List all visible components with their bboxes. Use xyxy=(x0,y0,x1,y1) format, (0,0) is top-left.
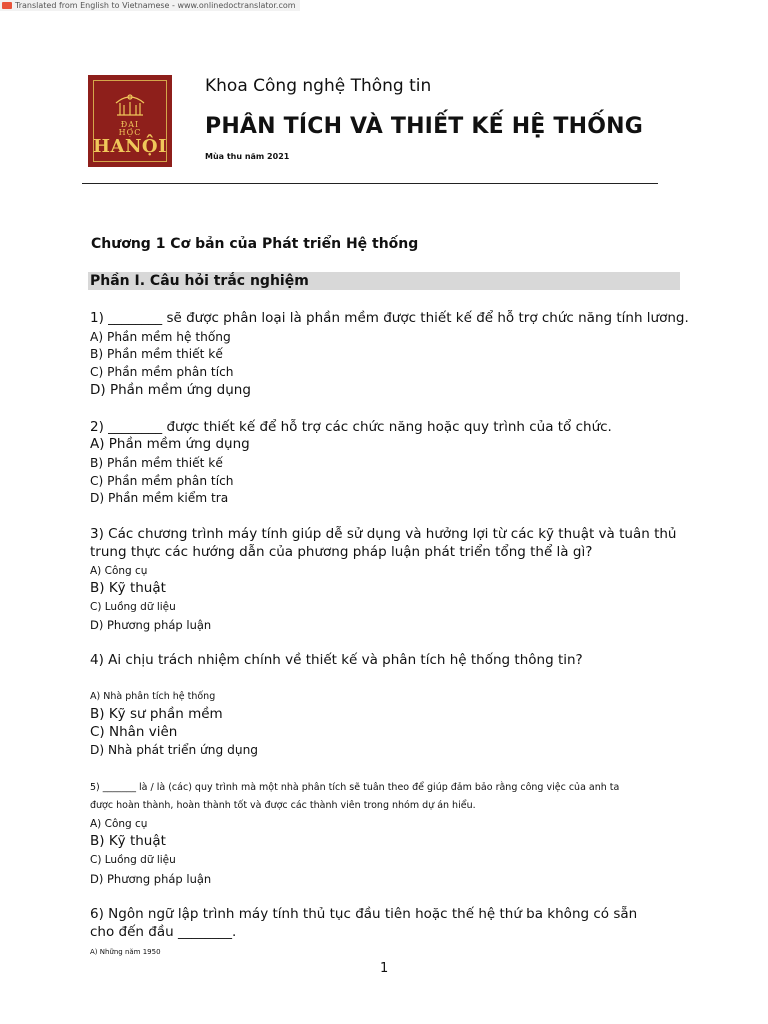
translator-logo-icon xyxy=(2,2,12,9)
question-4-option-c: C) Nhân viên xyxy=(90,724,178,740)
question-4-option-a: A) Nhà phân tích hệ thống xyxy=(90,691,216,702)
question-5-option-b: B) Kỹ thuật xyxy=(90,833,166,849)
question-5-option-c: C) Luồng dữ liệu xyxy=(90,854,176,866)
question-4-stem: 4) Ai chịu trách nhiệm chính về thiết kế và phân tích hệ thống thông tin? xyxy=(90,652,583,668)
question-2-option-d: D) Phần mềm kiểm tra xyxy=(90,491,229,505)
temple-emblem-icon xyxy=(113,90,147,118)
question-3-option-a: A) Công cụ xyxy=(90,565,148,577)
question-1-option-b: B) Phần mềm thiết kế xyxy=(90,347,223,361)
question-6-option-a: A) Những năm 1950 xyxy=(90,948,161,956)
question-6-stem-line2: cho đến đầu ________. xyxy=(90,924,237,940)
university-logo xyxy=(88,75,172,167)
chapter-title: Chương 1 Cơ bản của Phát triển Hệ thống xyxy=(91,236,419,252)
question-4-option-d: D) Nhà phát triển ứng dụng xyxy=(90,743,259,757)
question-5-stem-line2: được hoàn thành, hoàn thành tốt và được các thành viên trong nhóm dự án hiểu. xyxy=(90,800,476,811)
question-1-option-a: A) Phần mềm hệ thống xyxy=(90,330,231,344)
question-1-stem: 1) ________ sẽ được phân loại là phần mềm được thiết kế để hỗ trợ chức năng tính lương. xyxy=(90,310,689,326)
term-label: Mùa thu năm 2021 xyxy=(205,152,290,161)
question-4-option-b: B) Kỹ sư phần mềm xyxy=(90,706,223,722)
course-title: PHÂN TÍCH VÀ THIẾT KẾ HỆ THỐNG xyxy=(205,114,643,139)
question-6-stem-line1: 6) Ngôn ngữ lập trình máy tính thủ tục đầu tiên hoặc thế hệ thứ ba không có sẵn xyxy=(90,906,638,922)
logo-text-line3: HANỘI xyxy=(92,136,168,157)
question-5-option-a: A) Công cụ xyxy=(90,818,148,830)
page-number: 1 xyxy=(380,961,389,976)
question-2-stem: 2) ________ được thiết kế để hỗ trợ các chức năng hoặc quy trình của tổ chức. xyxy=(90,419,612,435)
question-5-option-d: D) Phương pháp luận xyxy=(90,872,212,886)
translation-banner-text: Translated from English to Vietnamese - www.onlinedoctranslator.com xyxy=(15,0,296,10)
header-divider xyxy=(82,183,658,184)
question-2-option-c: C) Phần mềm phân tích xyxy=(90,474,234,488)
question-2-option-a: A) Phần mềm ứng dụng xyxy=(90,436,250,452)
question-3-option-c: C) Luồng dữ liệu xyxy=(90,601,176,613)
question-5-stem-line1: 5) _______ là / là (các) quy trình mà một nhà phân tích sẽ tuân theo để giúp đảm bảo rằng công việc của anh ta xyxy=(90,782,620,793)
question-3-stem-line2: trung thực các hướng dẫn của phương pháp luận phát triển tổng thể là gì? xyxy=(90,544,593,560)
question-3-stem-line1: 3) Các chương trình máy tính giúp dễ sử dụng và hưởng lợi từ các kỹ thuật và tuân thủ xyxy=(90,526,677,542)
translation-banner[interactable] xyxy=(0,0,300,11)
department-name: Khoa Công nghệ Thông tin xyxy=(205,76,432,96)
question-2-option-b: B) Phần mềm thiết kế xyxy=(90,456,223,470)
question-1-option-c: C) Phần mềm phân tích xyxy=(90,365,234,379)
question-3-option-b: B) Kỹ thuật xyxy=(90,580,166,596)
section-title: Phần I. Câu hỏi trắc nghiệm xyxy=(88,272,680,290)
logo-text-line2: HỌC xyxy=(118,128,142,137)
logo-text-line1: ĐẠI xyxy=(120,120,140,129)
question-1-option-d: D) Phần mềm ứng dụng xyxy=(90,382,251,398)
question-3-option-d: D) Phương pháp luận xyxy=(90,618,212,632)
